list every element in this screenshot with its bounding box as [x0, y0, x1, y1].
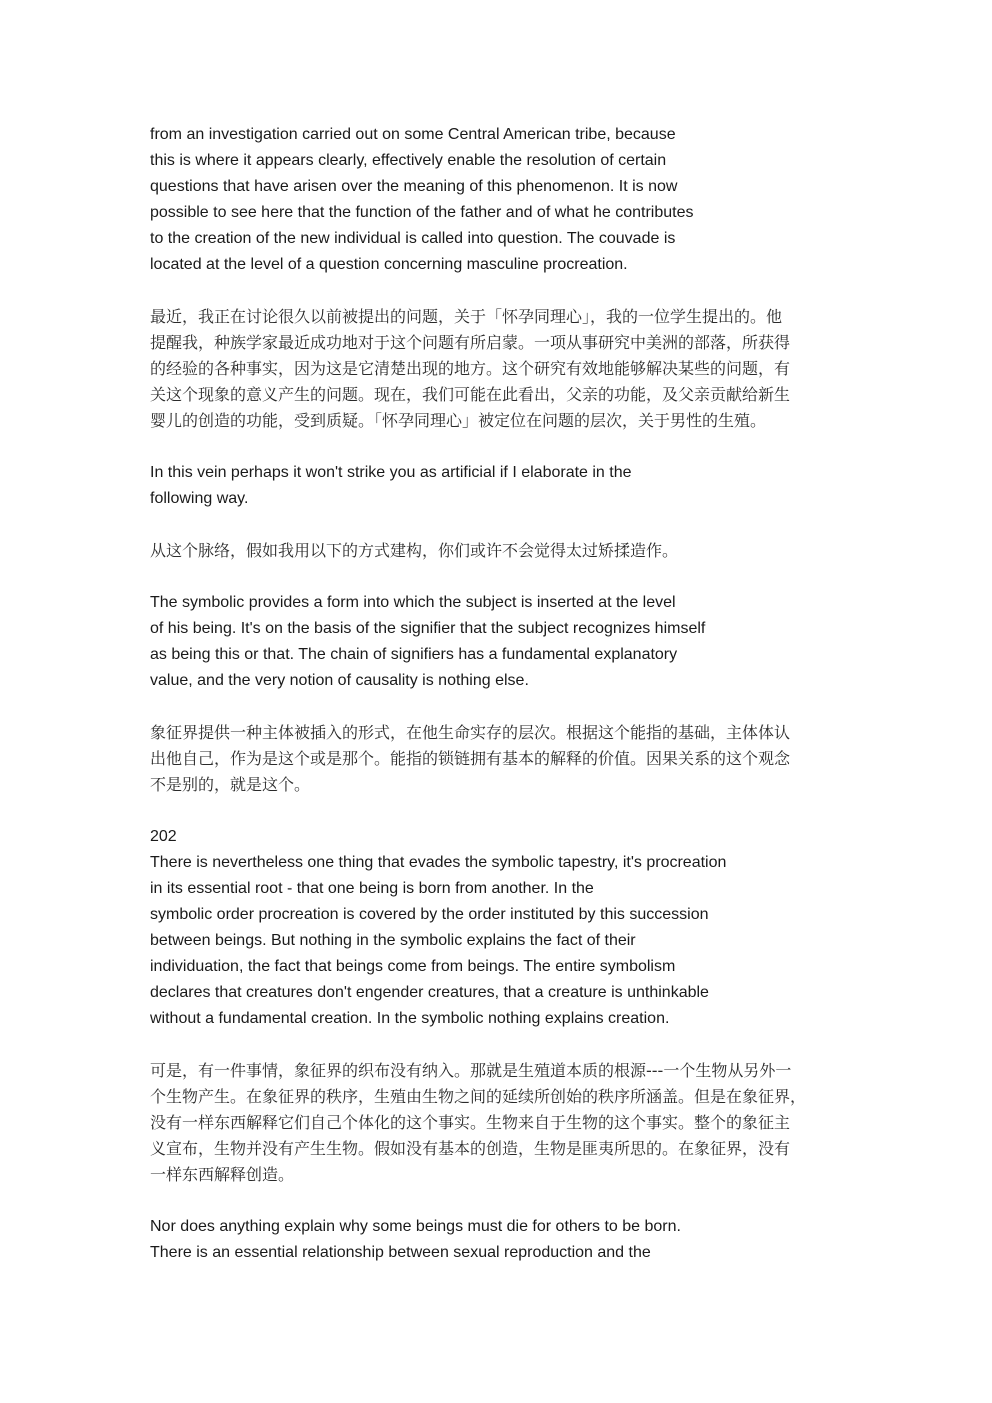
paragraph-zh-4: [150, 1058, 850, 1188]
text-line: 最近，我正在讨论很久以前被提出的问题，关于「怀孕同理心」，我的一位学生提出的。他: [150, 307, 783, 326]
text-line: from an investigation carried out on some Central American tribe, because: [150, 126, 676, 143]
text-line: 义宣布，生物并没有产生生物。假如没有基本的创造，生物是匪夷所思的。在象征界，没有: [150, 1139, 791, 1158]
text-line: Nor does anything explain why some beings must die for others to be born.: [150, 1218, 681, 1235]
text-line: 的经验的各种事实，因为这是它清楚出现的地方。这个研究有效地能够解决某些的问题，有: [150, 359, 791, 378]
paragraph-zh-3: [150, 720, 850, 798]
text-line: as being this or that. The chain of signifiers has a fundamental explanatory: [150, 646, 678, 663]
paragraph-en-3: [150, 590, 850, 694]
text-line: of his being. It's on the basis of the signifier that the subject recognizes himself: [150, 620, 706, 637]
paragraph-gap: [150, 1032, 850, 1058]
text-line: this is where it appears clearly, effectively enable the resolution of certain: [150, 152, 667, 169]
paragraph-en-4: [150, 824, 850, 1032]
text-line: in its essential root - that one being is born from another. In the: [150, 880, 594, 897]
text-line: individuation, the fact that beings come from beings. The entire symbolism: [150, 958, 676, 975]
text-line: 不是别的，就是这个。: [150, 775, 311, 794]
text-line: to the creation of the new individual is called into question. The couvade is: [150, 230, 676, 247]
text-line: declares that creatures don't engender creatures, that a creature is unthinkable: [150, 984, 709, 1001]
text-line: 从这个脉络，假如我用以下的方式建构，你们或许不会觉得太过矫揉造作。: [150, 541, 679, 560]
text-line: 个生物产生。在象征界的秩序，生殖由生物之间的延续所创始的秩序所涵盖。但是在象征界，: [150, 1087, 807, 1106]
text-line: 象征界提供一种主体被插入的形式，在他生命实存的层次。根据这个能指的基础，主体体认: [150, 723, 791, 742]
text-line: between beings. But nothing in the symbolic explains the fact of their: [150, 932, 636, 949]
document-page: [150, 122, 850, 1266]
text-line: questions that have arisen over the meaning of this phenomenon. It is now: [150, 178, 678, 195]
paragraph-en-1: [150, 122, 850, 278]
text-line: without a fundamental creation. In the symbolic nothing explains creation.: [150, 1010, 670, 1027]
text-line: The symbolic provides a form into which the subject is inserted at the level: [150, 594, 676, 611]
text-line: 可是，有一件事情，象征界的织布没有纳入。那就是生殖道本质的根源---一个生物从另外一: [150, 1061, 792, 1080]
text-line: located at the level of a question concerning masculine procreation.: [150, 256, 628, 273]
text-line: 关这个现象的意义产生的问题。现在，我们可能在此看出，父亲的功能，及父亲贡献给新生: [150, 385, 791, 404]
text-line: symbolic order procreation is covered by the order instituted by this succession: [150, 906, 709, 923]
paragraph-zh-2: [150, 538, 850, 564]
text-line: In this vein perhaps it won't strike you as artificial if I elaborate in the: [150, 464, 632, 481]
paragraph-gap: [150, 564, 850, 590]
paragraph-gap: [150, 512, 850, 538]
paragraph-gap: [150, 434, 850, 460]
page-number: 202: [150, 828, 177, 845]
text-line: There is an essential relationship between sexual reproduction and the: [150, 1244, 651, 1261]
text-line: 没有一样东西解释它们自己个体化的这个事实。生物来自于生物的这个事实。整个的象征主: [150, 1113, 791, 1132]
text-line: following way.: [150, 490, 249, 507]
text-line: 出他自己，作为是这个或是那个。能指的锁链拥有基本的解释的价值。因果关系的这个观念: [150, 749, 791, 768]
paragraph-gap: [150, 1188, 850, 1214]
paragraph-gap: [150, 278, 850, 304]
text-line: There is nevertheless one thing that evades the symbolic tapestry, it's procreation: [150, 854, 727, 871]
paragraph-gap: [150, 798, 850, 824]
paragraph-en-2: [150, 460, 850, 512]
text-line: 婴儿的创造的功能，受到质疑。「怀孕同理心」被定位在问题的层次，关于男性的生殖。: [150, 411, 767, 430]
paragraph-en-5: [150, 1214, 850, 1266]
paragraph-gap: [150, 694, 850, 720]
text-line: value, and the very notion of causality is nothing else.: [150, 672, 529, 689]
text-line: 提醒我，种族学家最近成功地对于这个问题有所启蒙。一项从事研究中美洲的部落，所获得: [150, 333, 791, 352]
text-line: 一样东西解释创造。: [150, 1165, 295, 1184]
text-line: possible to see here that the function of the father and of what he contributes: [150, 204, 694, 221]
paragraph-zh-1: [150, 304, 850, 434]
